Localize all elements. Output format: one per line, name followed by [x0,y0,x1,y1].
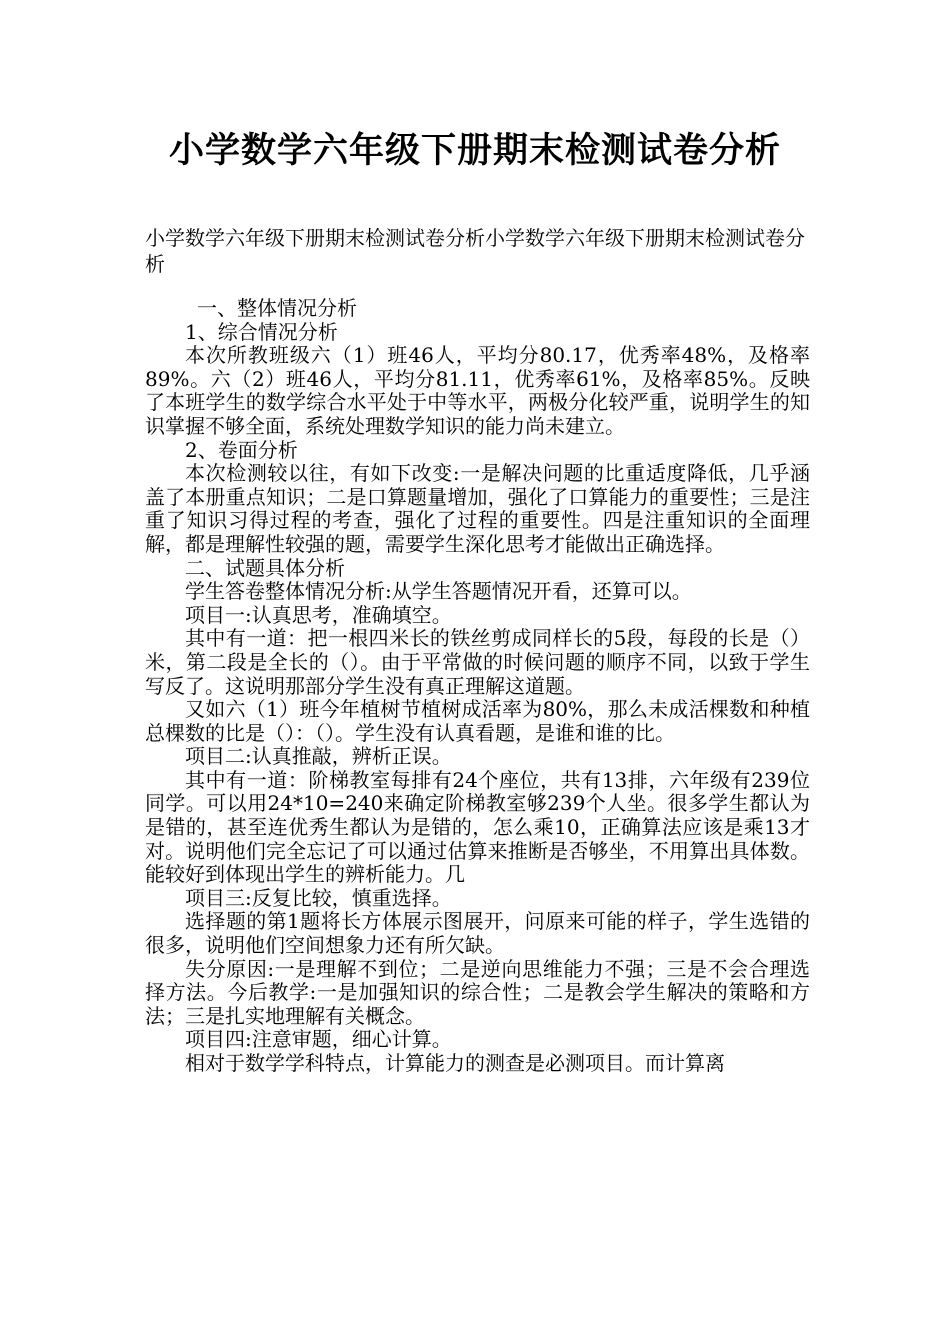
paragraph: 选择题的第1题将长方体展示图展开，问原来可能的样子，学生选错的很多，说明他们空间想象力还有所欠缺。 [145,909,810,958]
paragraph: 本次检测较以往，有如下改变:一是解决问题的比重适度降低，几乎涵盖了本册重点知识；二是口算题量增加，强化了口算能力的重要性；三是注重了知识习得过程的考查，强化了过程的重要性。四是注重知识的全面理解，都是理解性较强的题，需要学生深化思考才能做出正确选择。 [145,461,810,556]
document-subtitle: 小学数学六年级下册期末检测试卷分析小学数学六年级下册期末检测试卷分析 [145,226,805,276]
subsection-heading: 1、综合情况分析 [185,319,338,344]
item-heading: 项目一:认真思考，准确填空。 [185,602,452,627]
paragraph: 其中有一道：阶梯教室每排有24个座位，共有13排，六年级有239位同学。可以用24*10=240来确定阶梯教室够239个人坐。很多学生都认为是错的，甚至连优秀生都认为是错的，怎么乘10，正确算法应该是乘13才对。说明他们完全忘记了可以通过估算来推断是否够坐，不用算出具体数。能较好到体现出学生的辨析能力。几 [145,767,810,887]
paragraph: 相对于数学学科特点，计算能力的测查是必测项目。而计算离 [185,1051,725,1075]
document-body [145,297,810,1076]
section-heading: 一、整体情况分析 [197,296,357,320]
section-heading: 二、试题具体分析 [185,555,345,580]
paragraph: 学生答卷整体情况分析:从学生答题情况开看，还算可以。 [185,579,692,604]
item-heading: 项目四:注意审题，细心计算。 [185,1027,452,1052]
item-heading: 项目二:认真推敲，辨析正误。 [185,744,452,769]
paragraph: 又如六（1）班今年植树节植树成活率为80%，那么未成活棵数和种植总棵数的比是（）：（）。学生没有认真看题，是谁和谁的比。 [145,697,810,745]
paragraph: 失分原因:一是理解不到位；二是逆向思维能力不强；三是不会合理选择方法。今后教学:一是加强知识的综合性；二是教会学生解决的策略和方法；三是扎实地理解有关概念。 [145,956,810,1028]
paragraph: 本次所教班级六（1）班46人，平均分80.17，优秀率48%，及格率89%。六（2）班46人，平均分81.11，优秀率61%，及格率85%。反映了本班学生的数学综合水平处于中等水平，两极分化较严重，说明学生的知识掌握不够全面，系统处理数学知识的能力尚未建立。 [145,343,810,438]
paragraph: 其中有一道：把一根四米长的铁丝剪成同样长的5段，每段的长是（）米，第二段是全长的（）。由于平常做的时候问题的顺序不同，以致于学生写反了。这说明那部分学生没有真正理解这道题。 [145,626,810,698]
subsection-heading: 2、卷面分析 [185,437,298,462]
item-heading: 项目三:反复比较，慎重选择。 [185,885,452,910]
document-title: 小学数学六年级下册期末检测试卷分析 [168,131,781,171]
